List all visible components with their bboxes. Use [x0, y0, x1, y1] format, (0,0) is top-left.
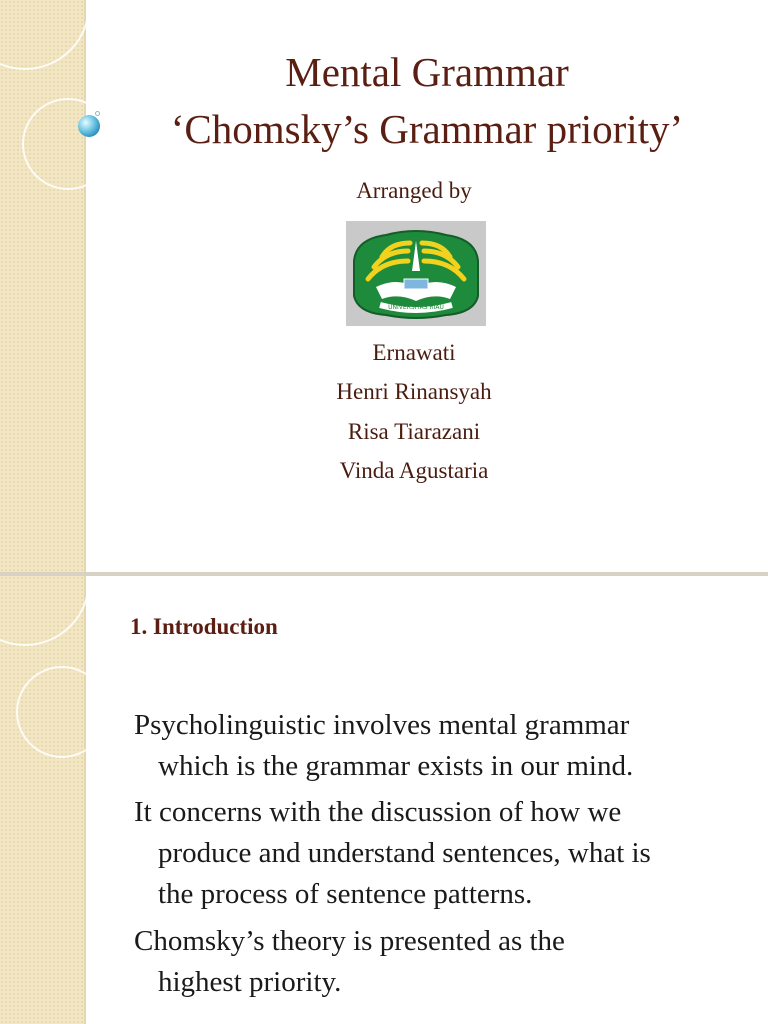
- slide-title-line2: ‘Chomsky’s Grammar priority’: [170, 106, 684, 152]
- paragraph-3-line-1: Chomsky’s theory is presented as the: [134, 925, 565, 957]
- decorative-ring-middle: [16, 666, 108, 758]
- author-henri-rinansyah: Henri Rinansyah: [336, 379, 492, 404]
- paragraph-3: [134, 921, 754, 1003]
- paragraph-2-line-2: produce and understand sentences, what is: [158, 837, 651, 869]
- author-ernawati: Ernawati: [372, 340, 456, 365]
- section-heading: 1. Introduction: [130, 614, 278, 639]
- arranged-by-label: Arranged by: [356, 178, 472, 203]
- stripe-edge: [84, 576, 86, 1024]
- svg-text:UNIVERSITAS RIAU: UNIVERSITAS RIAU: [388, 304, 444, 311]
- author-risa-tiarazani: Risa Tiarazani: [347, 419, 481, 444]
- paragraph-2-line-3: the process of sentence patterns.: [158, 878, 533, 910]
- slide-title-line1: Mental Grammar: [285, 49, 569, 95]
- paragraph-1-line-1: Psycholinguistic involves mental grammar: [134, 709, 630, 741]
- university-logo: [346, 221, 486, 326]
- paragraph-3-line-2: highest priority.: [158, 966, 342, 998]
- university-emblem-icon: [346, 221, 486, 326]
- author-vinda-agustaria: Vinda Agustaria: [339, 458, 489, 483]
- paragraph-2: [134, 792, 754, 915]
- paragraph-2-line-1: It concerns with the discussion of how we: [134, 796, 622, 828]
- decorative-stripe: [0, 0, 84, 572]
- paragraph-1: [134, 705, 754, 787]
- paragraph-1-line-2: which is the grammar exists in our mind.: [158, 750, 634, 782]
